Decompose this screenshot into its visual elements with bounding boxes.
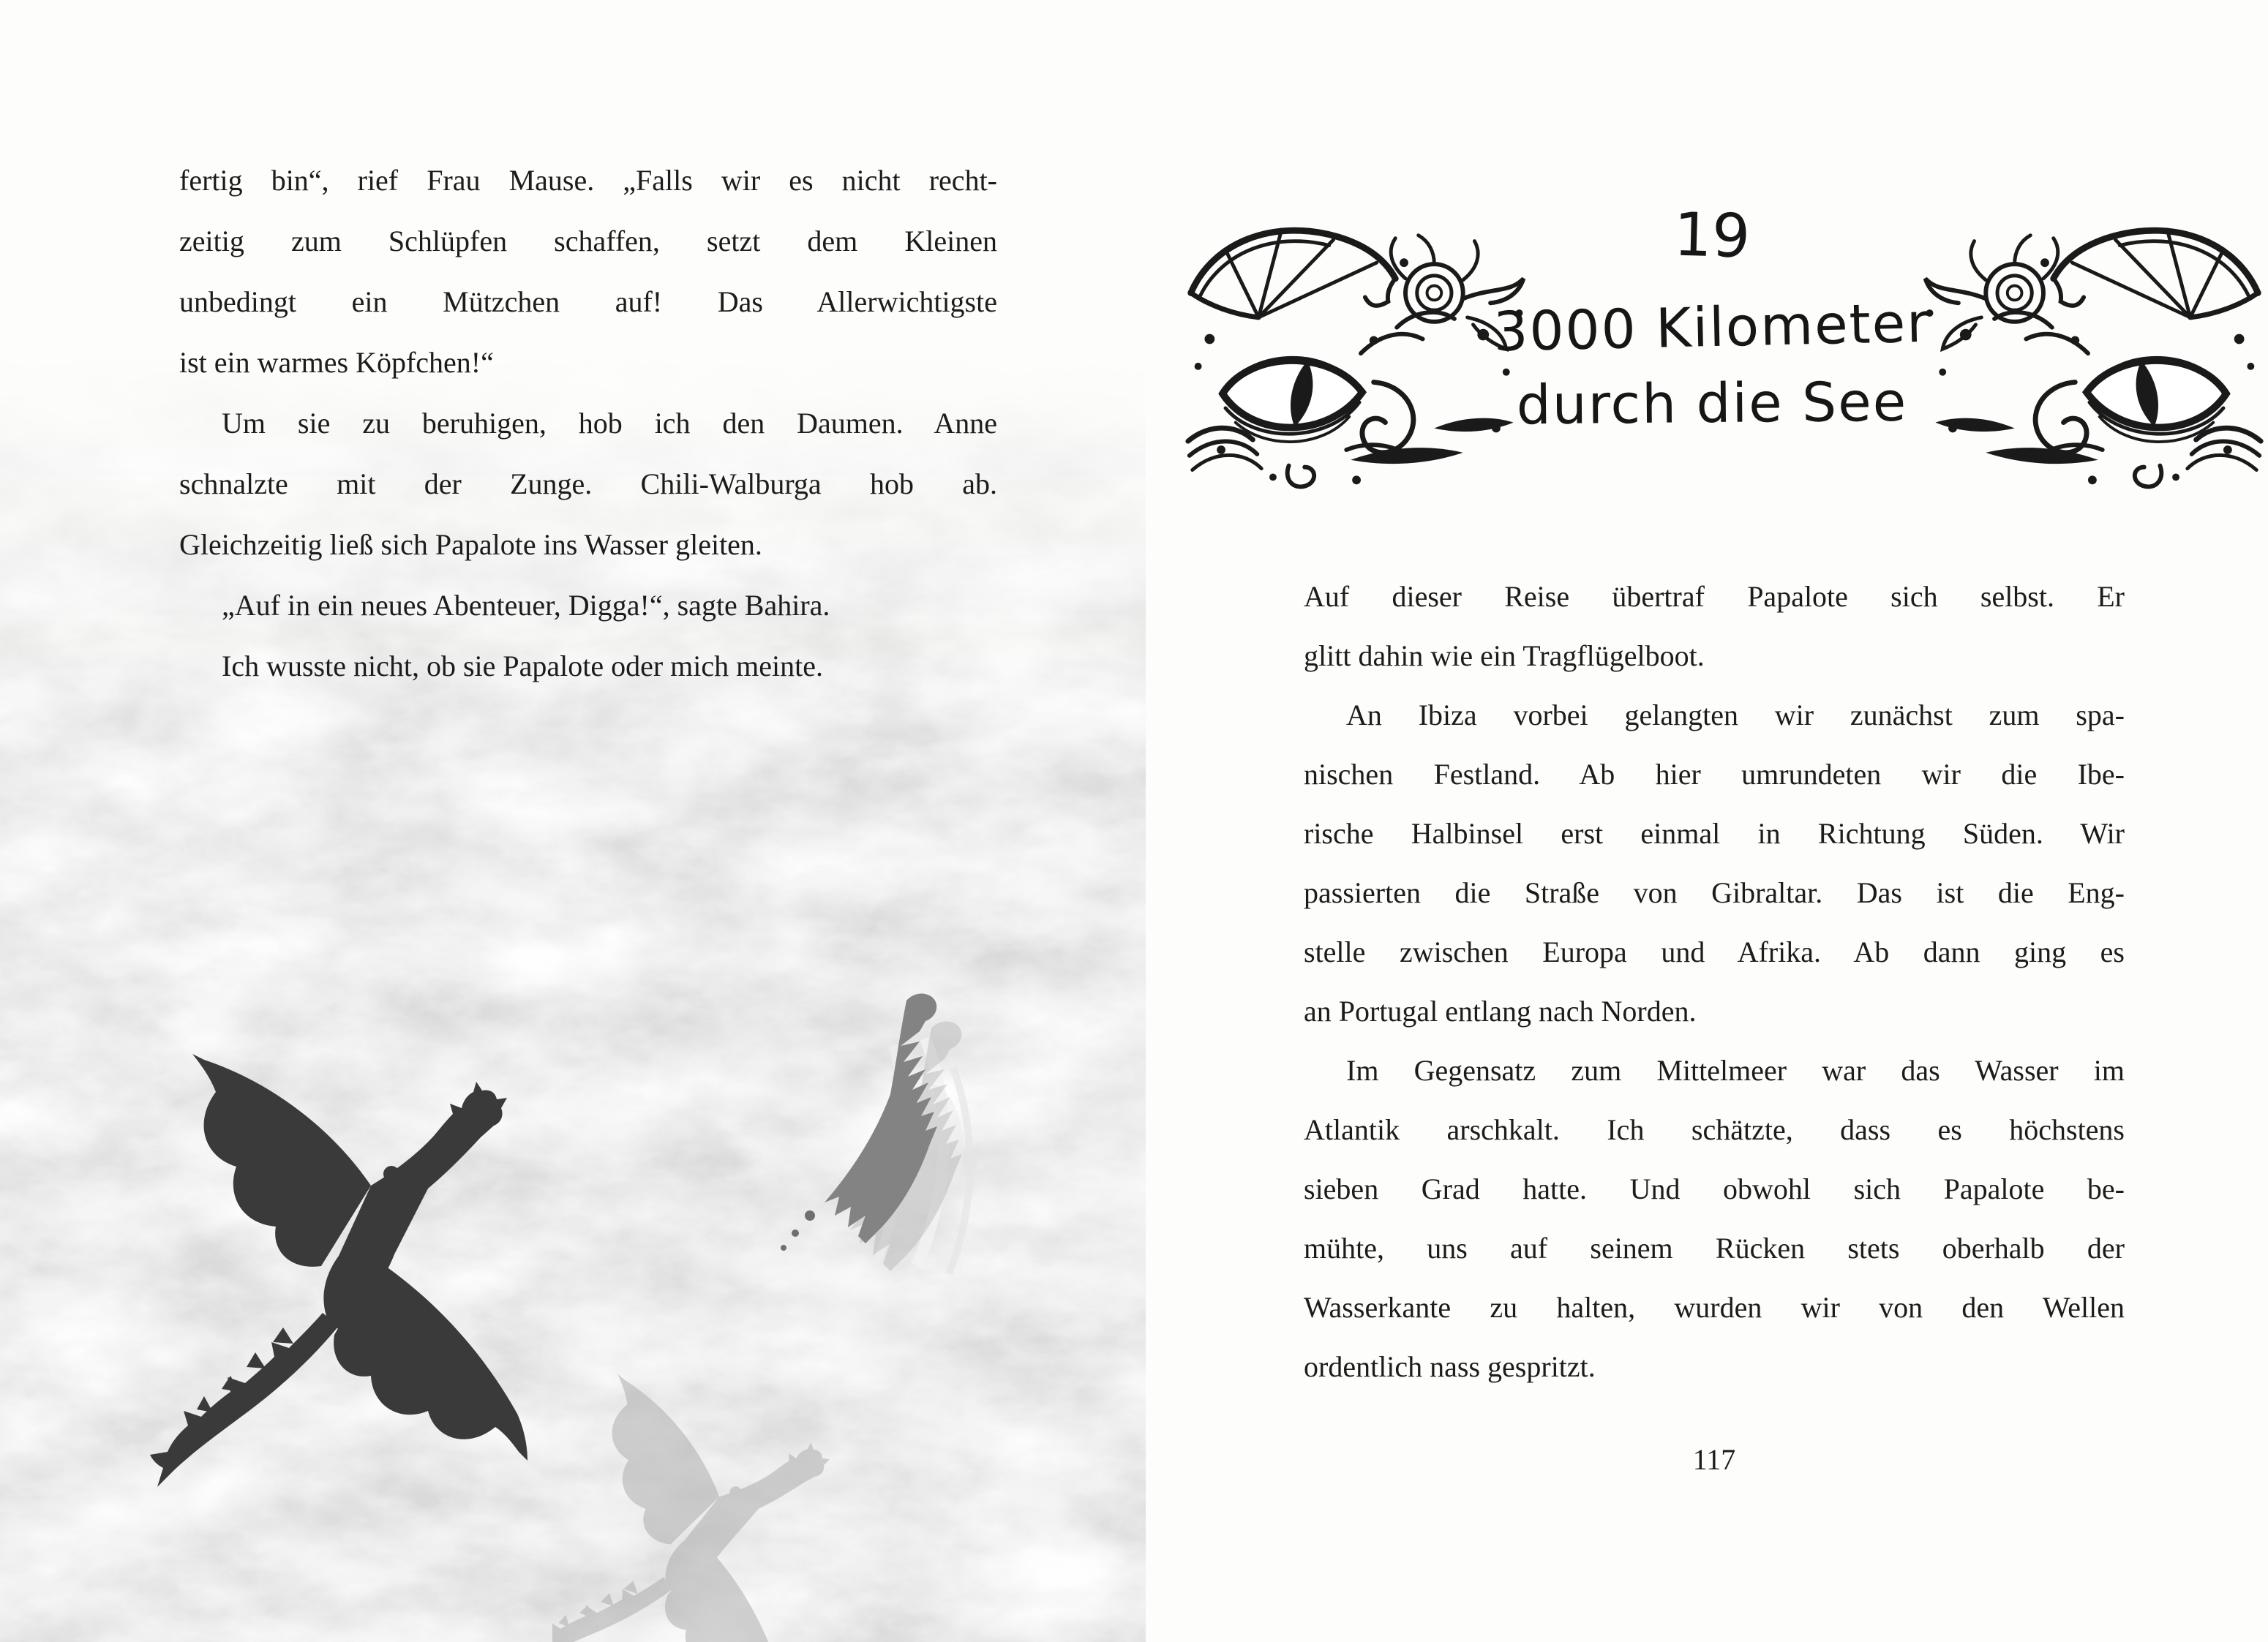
text-line: Gleichzeitig ließ sich Papalote ins Wasser gleiten. — [179, 528, 762, 561]
text-line: Um sie zu beruhigen, hob ich den Daumen. Anne — [222, 407, 997, 440]
chapter-number: 19 — [1672, 200, 1751, 272]
chapter-heading — [1434, 200, 1990, 437]
text-line: Ich wusste nicht, ob sie Papalote oder mich meinte. — [222, 649, 824, 682]
text-line: Auf dieser Reise übertraf Papalote sich selbst. Er — [1304, 580, 2125, 613]
text-line: Im Gegensatz zum Mittelmeer war das Wasser im — [1346, 1054, 2125, 1087]
text-line: fertig bin“, rief Frau Mause. „Falls wir es nicht recht- — [179, 164, 997, 197]
right-page — [1146, 0, 2268, 1642]
text-line: rische Halbinsel erst einmal in Richtung Süden. Wir — [1304, 817, 2125, 850]
page-number: 117 — [1692, 1443, 1736, 1476]
text-line: stelle zwischen Europa und Afrika. Ab dann ging es — [1304, 935, 2125, 968]
right-text-block — [1304, 567, 2125, 1396]
text-line: zeitig zum Schlüpfen schaffen, setzt dem Kleinen — [179, 225, 997, 257]
text-line: ist ein warmes Köpfchen!“ — [179, 346, 494, 379]
dragon-with-rider-silhouette — [143, 1013, 552, 1525]
text-line: An Ibiza vorbei gelangten wir zunächst zum spa- — [1346, 698, 2125, 731]
text-line: „Auf in ein neues Abenteuer, Digga!“, sagte Bahira. — [222, 589, 830, 622]
text-line: passierten die Straße von Gibraltar. Das ist die Eng- — [1304, 876, 2125, 909]
chapter-title-line1: 3000 Kilometer — [1492, 291, 1931, 364]
text-line: sieben Grad hatte. Und obwohl sich Papalote be- — [1304, 1172, 2125, 1205]
sea-dragon-silhouette — [684, 958, 1083, 1287]
text-line: Wasserkante zu halten, wurden wir von den Wellen — [1304, 1291, 2125, 1324]
ghost-dragon-silhouette — [552, 1371, 874, 1642]
text-line: unbedingt ein Mützchen auf! Das Allerwichtigste — [179, 285, 997, 318]
text-line: nischen Festland. Ab hier umrundeten wir die Ibe- — [1304, 758, 2125, 791]
text-line: glitt dahin wie ein Tragflügelboot. — [1304, 639, 1705, 672]
left-text-block — [179, 150, 997, 696]
text-line: an Portugal entlang nach Norden. — [1304, 995, 1697, 1028]
sea-dragon-droplets — [781, 1210, 815, 1251]
text-line: Atlantik arschkalt. Ich schätzte, dass es höchstens — [1304, 1113, 2125, 1146]
text-line: mühte, uns auf seinem Rücken stets oberhalb der — [1304, 1232, 2125, 1265]
text-line: ordentlich nass gespritzt. — [1304, 1350, 1596, 1383]
text-line: schnalzte mit der Zunge. Chili-Walburga hob ab. — [179, 467, 997, 500]
chapter-title-line2: durch die See — [1516, 370, 1908, 437]
